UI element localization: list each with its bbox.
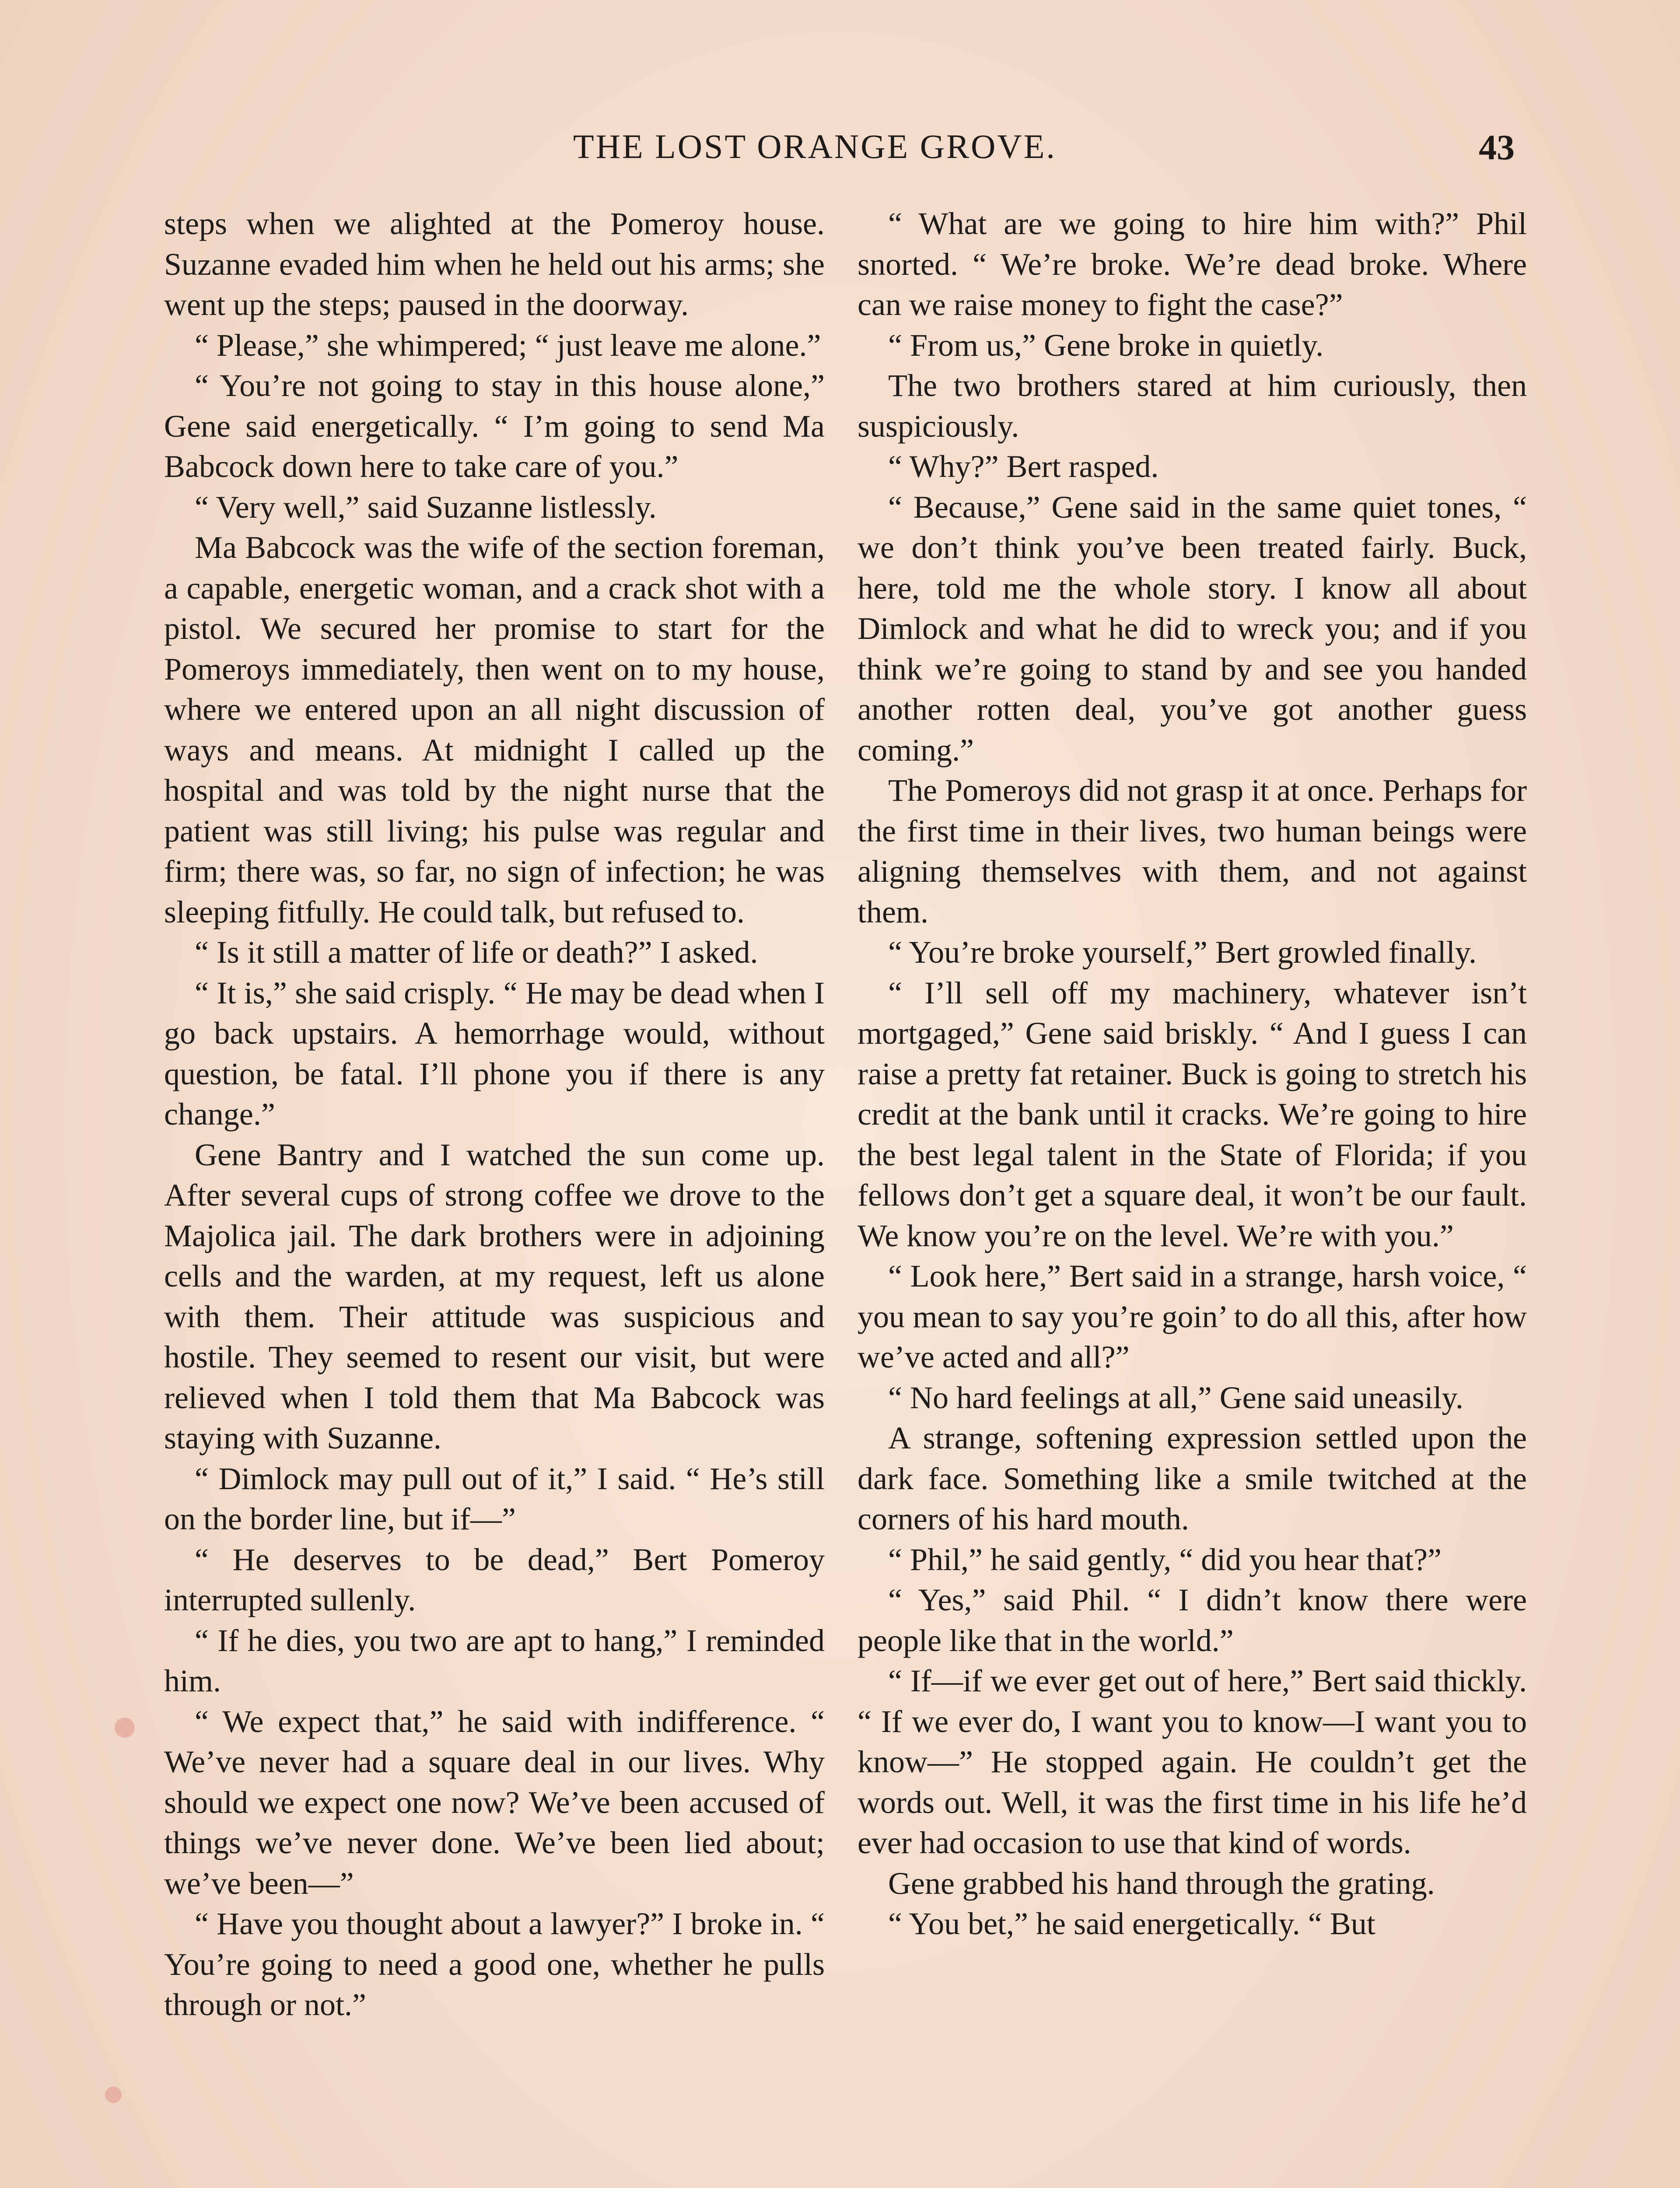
paragraph: “ He deserves to be dead,” Bert Pomeroy interrupted sullenly. xyxy=(164,1542,825,1617)
paragraph: Gene Bantry and I watched the sun come up. After several cups of strong coffee we drove to the Majolica jail. The dark brothers were in adjoining cells and the warden, at my request, left us alone with them. Their attitude was suspicious and hostile. They seemed to resent our visit, but were relieved when I told them that Ma Babcock was staying with Suzanne. xyxy=(164,1137,825,1455)
right-column xyxy=(858,203,1527,1944)
paragraph: The Pomeroys did not grasp it at once. Perhaps for the first time in their lives, two human beings were aligning themselves with them, and not against them. xyxy=(858,773,1527,929)
paragraph: “ No hard feelings at all,” Gene said uneasily. xyxy=(888,1380,1463,1415)
left-column xyxy=(164,203,825,2025)
running-title: THE LOST ORANGE GROVE. xyxy=(573,127,1057,165)
paragraph: A strange, softening expression settled upon the dark face. Something like a smile twitched at the corners of his hard mouth. xyxy=(858,1420,1527,1536)
paragraph: “ If—if we ever get out of here,” Bert said thickly. “ If we ever do, I want you to know—I want you to know—” He stopped again. He couldn’t get the words out. Well, it was the first time in his life he’d ever had occasion to use that kind of words. xyxy=(858,1663,1527,1860)
stain-spot xyxy=(105,2086,122,2103)
paragraph: “ You bet,” he said energetically. “ But xyxy=(888,1906,1376,1941)
paragraph: “ You’re broke yourself,” Bert growled finally. xyxy=(888,935,1477,970)
paragraph: “ From us,” Gene broke in quietly. xyxy=(888,327,1324,363)
paragraph: “ Phil,” he said gently, “ did you hear that?” xyxy=(888,1542,1442,1577)
paragraph: “ Dimlock may pull out of it,” I said. “ He’s still on the border line, but if—” xyxy=(164,1461,825,1536)
paragraph: “ Yes,” said Phil. “ I didn’t know there were people like that in the world.” xyxy=(858,1582,1527,1658)
paragraph: “ You’re not going to stay in this house alone,” Gene said energetically. “ I’m going to send Ma Babcock down here to take care of you.” xyxy=(164,368,825,484)
paragraph: “ I’ll sell off my machinery, whatever isn’t mortgaged,” Gene said briskly. “ And I guess I can raise a pretty fat retainer. Buck is going to stretch his credit at the bank until it cracks. We’re going to hire the best legal talent in the State of Florida; if you fellows don’t get a square deal, it won’t be our fault. We know you’re on the level. We’re with you.” xyxy=(858,975,1527,1253)
paragraph: “ Look here,” Bert said in a strange, harsh voice, “ you mean to say you’re goin’ to do all this, after how we’ve acted and all?” xyxy=(858,1259,1527,1375)
paragraph: “ If he dies, you two are apt to hang,” I reminded him. xyxy=(164,1623,825,1698)
stain-spot xyxy=(115,1718,135,1738)
paragraph: “ We expect that,” he said with indifference. “ We’ve never had a square deal in our lives. Why should we expect one now? We’ve been accused of things we’ve never done. We’ve been lied about; we’ve been—” xyxy=(164,1704,825,1901)
paragraph: “ Is it still a matter of life or death?” I asked. xyxy=(195,935,758,970)
page-number: 43 xyxy=(1479,127,1515,167)
paragraph: “ Because,” Gene said in the same quiet tones, “ we don’t think you’ve been treated fairly. Buck, here, told me the whole story. I know all about Dimlock and what he did to wreck you; and if you think we’re going to stand by and see you handed another rotten deal, you’ve got another guess coming.” xyxy=(858,489,1527,768)
paragraph: Ma Babcock was the wife of the section foreman, a capable, energetic woman, and a crack shot with a pistol. We secured her promise to start for the Pomeroys immediately, then went on to my house, where we entered upon an all night discussion of ways and means. At midnight I called up the hospital and was told by the night nurse that the patient was still living; his pulse was regular and firm; there was, so far, no sign of infection; he was sleeping fitfully. He could talk, but refused to. xyxy=(164,530,825,929)
page-header xyxy=(0,127,1680,175)
paragraph: steps when we alighted at the Pomeroy house. Suzanne evaded him when he held out his arms; she went up the steps; paused in the doorway. xyxy=(164,206,825,322)
paragraph: “ What are we going to hire him with?” Phil snorted. “ We’re broke. We’re dead broke. Where can we raise money to fight the case?” xyxy=(858,206,1527,322)
paragraph: The two brothers stared at him curiously, then suspiciously. xyxy=(858,368,1527,444)
paragraph: Gene grabbed his hand through the grating. xyxy=(888,1865,1435,1901)
paragraph: “ Please,” she whimpered; “ just leave me alone.” xyxy=(195,327,821,363)
paragraph: “ Very well,” said Suzanne listlessly. xyxy=(195,489,657,525)
paragraph: “ Have you thought about a lawyer?” I broke in. “ You’re going to need a good one, whether he pulls through or not.” xyxy=(164,1906,825,2022)
paragraph: “ Why?” Bert rasped. xyxy=(888,449,1159,484)
paragraph: “ It is,” she said crisply. “ He may be dead when I go back upstairs. A hemorrhage would, without question, be fatal. I’ll phone you if there is any change.” xyxy=(164,975,825,1132)
